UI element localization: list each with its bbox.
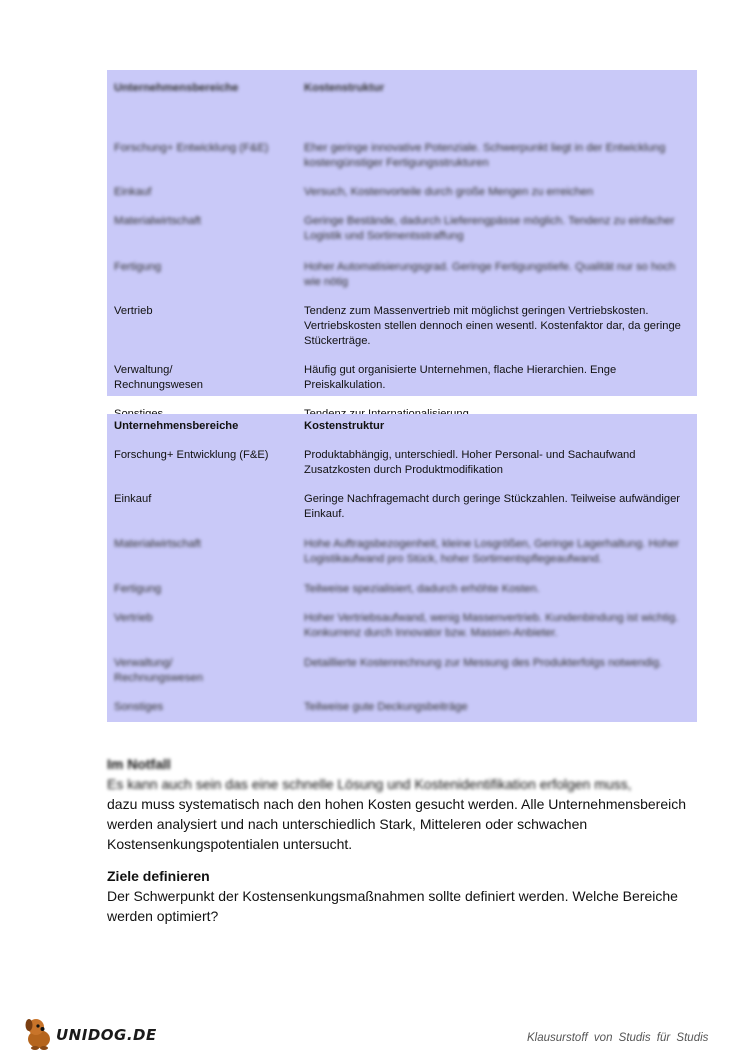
row-cost: Versuch, Kostenvorteile durch große Mengen zu erreichen <box>304 186 594 198</box>
logo-text: UNIDOG.DE <box>56 1026 157 1044</box>
row-cost: Geringe Bestände, dadurch Lieferengpässe möglich. Tendenz zu einfacher Logistik und Sortimentsstraffung <box>304 215 675 242</box>
row-area: Forschung+ Entwicklung (F&E) <box>114 142 269 154</box>
row-cost: Geringe Nachfragemacht durch geringe Stückzahlen. Teilweise aufwändiger Einkauf. <box>304 493 681 520</box>
row-area: Vertrieb <box>114 305 153 317</box>
header-cell-cost: Kostenstruktur <box>304 82 385 94</box>
row-area: Einkauf <box>114 186 152 198</box>
unidog-logo <box>22 1015 162 1051</box>
row-cost: Eher geringe innovative Potenziale. Schwerpunkt liegt in der Entwicklung kostengünstiger Fertigungsstrukturen <box>304 142 666 169</box>
cost-structure-table-1 <box>107 70 697 396</box>
footer-tagline: Klausurstoff von Studis für Studis <box>527 1032 709 1044</box>
row-area: Forschung+ Entwicklung (F&E) <box>114 449 269 461</box>
notfall-line-blurred: Es kann auch sein das eine schnelle Lösung und Kostenidentifikation erfolgen muss, <box>107 776 632 792</box>
row-area: Verwaltung/ Rechnungswesen <box>114 657 203 684</box>
notfall-text: dazu muss systematisch nach den hohen Kosten gesucht werden. Alle Unternehmensbereich werden analysiert und nach unterschiedlich Stark, Mitteleren oder schwachen Kostensenkungspotentialen untersucht. <box>107 796 687 852</box>
row-cost: Tendenz zum Massenvertrieb mit möglichst geringen Vertriebskosten. Vertriebskosten stellen dennoch einen wesentl. Kostenfaktor dar, da geringe Stückerträge. <box>304 305 681 347</box>
row-area: Materialwirtschaft <box>114 215 202 227</box>
row-area: Fertigung <box>114 583 162 595</box>
row-area: Einkauf <box>114 493 152 505</box>
ziele-text: Der Schwerpunkt der Kostensenkungsmaßnahmen sollte definiert werden. Welche Bereiche werden optimiert? <box>107 888 678 924</box>
row-area: Fertigung <box>114 261 162 273</box>
ziele-heading: Ziele definieren <box>107 868 210 884</box>
row-cost: Häufig gut organisierte Unternehmen, flache Hierarchien. Enge Preiskalkulation. <box>304 364 617 391</box>
row-cost: Teilweise spezialisiert, dadurch erhöhte Kosten. <box>304 583 540 595</box>
row-area: Sonstiges <box>114 701 164 713</box>
row-cost: Hoher Automatisierungsgrad. Geringe Fertigungstiefe. Qualität nur so hoch wie nötig <box>304 261 676 288</box>
header-cell-area: Unternehmensbereiche <box>114 82 239 94</box>
row-cost: Produktabhängig, unterschiedl. Hoher Personal- und Sachaufwand Zusatzkosten durch Produktmodifikation <box>304 449 636 476</box>
row-area: Verwaltung/ Rechnungswesen <box>114 364 203 391</box>
row-area: Vertrieb <box>114 612 153 624</box>
row-cost: Teilweise gute Deckungsbeiträge <box>304 701 468 713</box>
row-area: Materialwirtschaft <box>114 538 202 550</box>
row-cost: Detaillierte Kostenrechnung zur Messung des Produkterfolgs notwendig. <box>304 657 663 669</box>
notfall-heading: Im Notfall <box>107 756 171 772</box>
row-cost: Hohe Auftragsbezogenheit, kleine Losgrößen, Geringe Lagerhaltung. Hoher Logistikaufwand pro Stück, hoher Sortimentspflegeaufwand. <box>304 538 680 565</box>
cost-structure-table-2 <box>107 414 697 722</box>
dog-icon <box>22 1015 56 1051</box>
header-cell-cost: Kostenstruktur <box>304 420 385 432</box>
table-header <box>107 70 697 100</box>
header-cell-area: Unternehmensbereiche <box>114 420 239 432</box>
row-cost: Hoher Vertriebsaufwand, wenig Massenvertrieb. Kundenbindung ist wichtig. Konkurrenz durch Innovator bzw. Massen-Anbieter. <box>304 612 679 639</box>
